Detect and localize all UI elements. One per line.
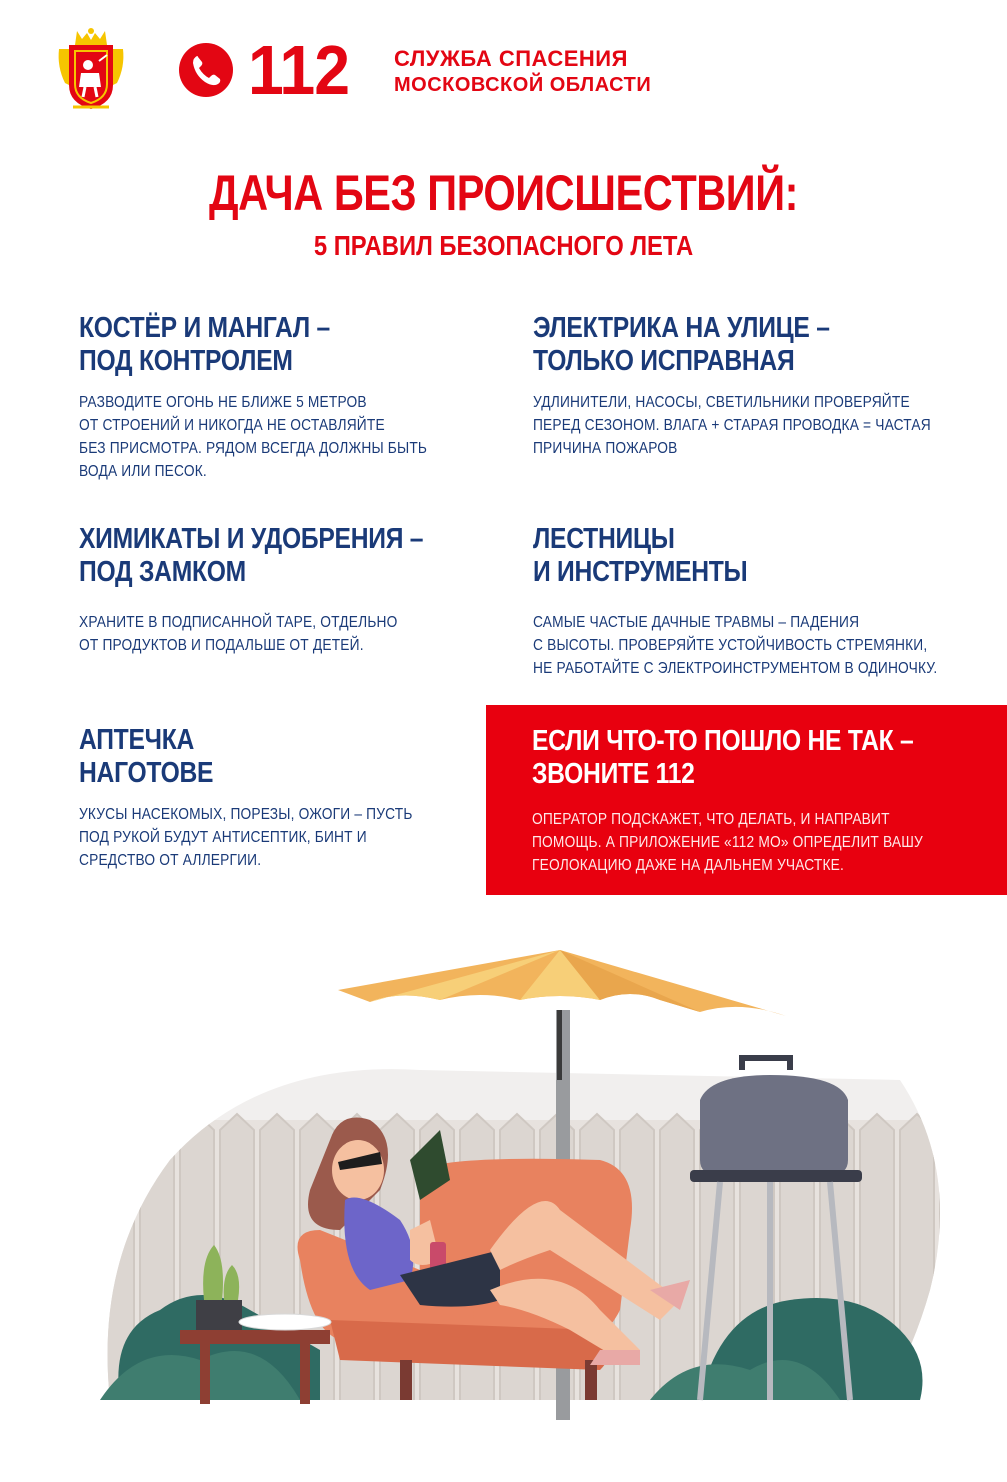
call-box-heading-line: ЗВОНИТЕ 112: [532, 758, 695, 790]
service-name: [394, 46, 651, 98]
rule-text-line: ОТ ПРОДУКТОВ И ПОДАЛЬШЕ ОТ ДЕТЕЙ.: [79, 637, 364, 654]
rule-heading-line: ХИМИКАТЫ И УДОБРЕНИЯ –: [79, 523, 424, 555]
rule-heading-line: ЭЛЕКТРИКА НА УЛИЦЕ –: [533, 312, 830, 344]
rule-text: [79, 611, 518, 657]
page-title: ДАЧА БЕЗ ПРОИСШЕСТВИЙ:: [208, 165, 799, 221]
rule-text: [533, 391, 972, 460]
call-112-box: [486, 705, 1007, 895]
emergency-number: 112: [248, 31, 350, 109]
rule-text-line: САМЫЕ ЧАСТЫЕ ДАЧНЫЕ ТРАВМЫ – ПАДЕНИЯ: [533, 614, 860, 631]
rule-heading: [533, 523, 967, 589]
rule-text-line: ХРАНИТЕ В ПОДПИСАННОЙ ТАРЕ, ОТДЕЛЬНО: [79, 614, 398, 631]
rule-text-line: УКУСЫ НАСЕКОМЫХ, ПОРЕЗЫ, ОЖОГИ – ПУСТЬ: [79, 806, 413, 823]
call-box-heading-line: ЕСЛИ ЧТО-ТО ПОШЛО НЕ ТАК –: [532, 725, 914, 757]
rule-ladders: [533, 523, 973, 680]
call-box-text-line: ОПЕРАТОР ПОДСКАЖЕТ, ЧТО ДЕЛАТЬ, И НАПРАВИТ: [532, 811, 890, 828]
moscow-region-crest-icon: [55, 27, 127, 111]
rule-text: [79, 391, 518, 483]
rule-heading-line: ПОД КОНТРОЛЕМ: [79, 345, 293, 377]
rule-text-line: ПОД РУКОЙ БУДУТ АНТИСЕПТИК, БИНТ И: [79, 829, 367, 846]
call-box-text: [532, 808, 979, 877]
service-line-1: СЛУЖБА СПАСЕНИЯ: [394, 46, 628, 71]
call-box-text-line: ГЕОЛОКАЦИЮ ДАЖЕ НА ДАЛЬНЕМ УЧАСТКЕ.: [532, 857, 845, 874]
rule-heading-line: И ИНСТРУМЕНТЫ: [533, 556, 748, 588]
umbrella: [338, 950, 786, 1016]
fence-picket: [660, 1114, 694, 1410]
rule-heading-line: ТОЛЬКО ИСПРАВНАЯ: [533, 345, 795, 377]
garden-relax-illustration: [0, 930, 1007, 1482]
rule-heading: [533, 312, 967, 378]
rule-heading-line: КОСТЁР И МАНГАЛ –: [79, 312, 330, 344]
rule-text-line: НЕ РАБОТАЙТЕ С ЭЛЕКТРОИНСТРУМЕНТОМ В ОДИНОЧКУ.: [533, 660, 938, 677]
fence-picket: [940, 1114, 974, 1410]
rule-text-line: УДЛИНИТЕЛИ, НАСОСЫ, СВЕТИЛЬНИКИ ПРОВЕРЯЙТЕ: [533, 394, 910, 411]
phone-icon: [178, 42, 234, 98]
rule-chemicals: [79, 523, 519, 657]
call-box-text-line: ПОМОЩЬ. А ПРИЛОЖЕНИЕ «112 МО» ОПРЕДЕЛИТ ВАШУ: [532, 834, 923, 851]
rule-heading-line: ЛЕСТНИЦЫ: [533, 523, 675, 555]
rule-text-line: РАЗВОДИТЕ ОГОНЬ НЕ БЛИЖЕ 5 МЕТРОВ: [79, 394, 367, 411]
rule-text-line: ОТ СТРОЕНИЙ И НИКОГДА НЕ ОСТАВЛЯЙТЕ: [79, 417, 385, 434]
rule-text: [79, 803, 518, 872]
rule-heading-line: НАГОТОВЕ: [79, 757, 214, 789]
rule-text: [533, 611, 972, 680]
rule-heading: [79, 724, 513, 790]
rule-text-line: ВОДА ИЛИ ПЕСОК.: [79, 463, 207, 480]
rule-heading-line: АПТЕЧКА: [79, 724, 195, 756]
rule-heading: [79, 312, 513, 378]
call-box-heading: [532, 725, 974, 791]
rule-text-line: СРЕДСТВО ОТ АЛЛЕРГИИ.: [79, 852, 262, 869]
rule-text-line: ПРИЧИНА ПОЖАРОВ: [533, 440, 678, 457]
rule-text-line: ПЕРЕД СЕЗОНОМ. ВЛАГА + СТАРАЯ ПРОВОДКА = ЧАСТАЯ: [533, 417, 931, 434]
rule-text-line: БЕЗ ПРИСМОТРА. РЯДОМ ВСЕГДА ДОЛЖНЫ БЫТЬ: [79, 440, 428, 457]
rule-heading-line: ПОД ЗАМКОМ: [79, 556, 246, 588]
rule-first-aid: [79, 724, 519, 872]
rule-text-line: С ВЫСОТЫ. ПРОВЕРЯЙТЕ УСТОЙЧИВОСТЬ СТРЕМЯНКИ,: [533, 637, 928, 654]
page-subtitle: 5 ПРАВИЛ БЕЗОПАСНОГО ЛЕТА: [313, 230, 694, 261]
rule-electric: [533, 312, 973, 460]
rule-fire: [79, 312, 519, 483]
service-line-2: МОСКОВСКОЙ ОБЛАСТИ: [394, 74, 652, 96]
rule-heading: [79, 523, 513, 589]
